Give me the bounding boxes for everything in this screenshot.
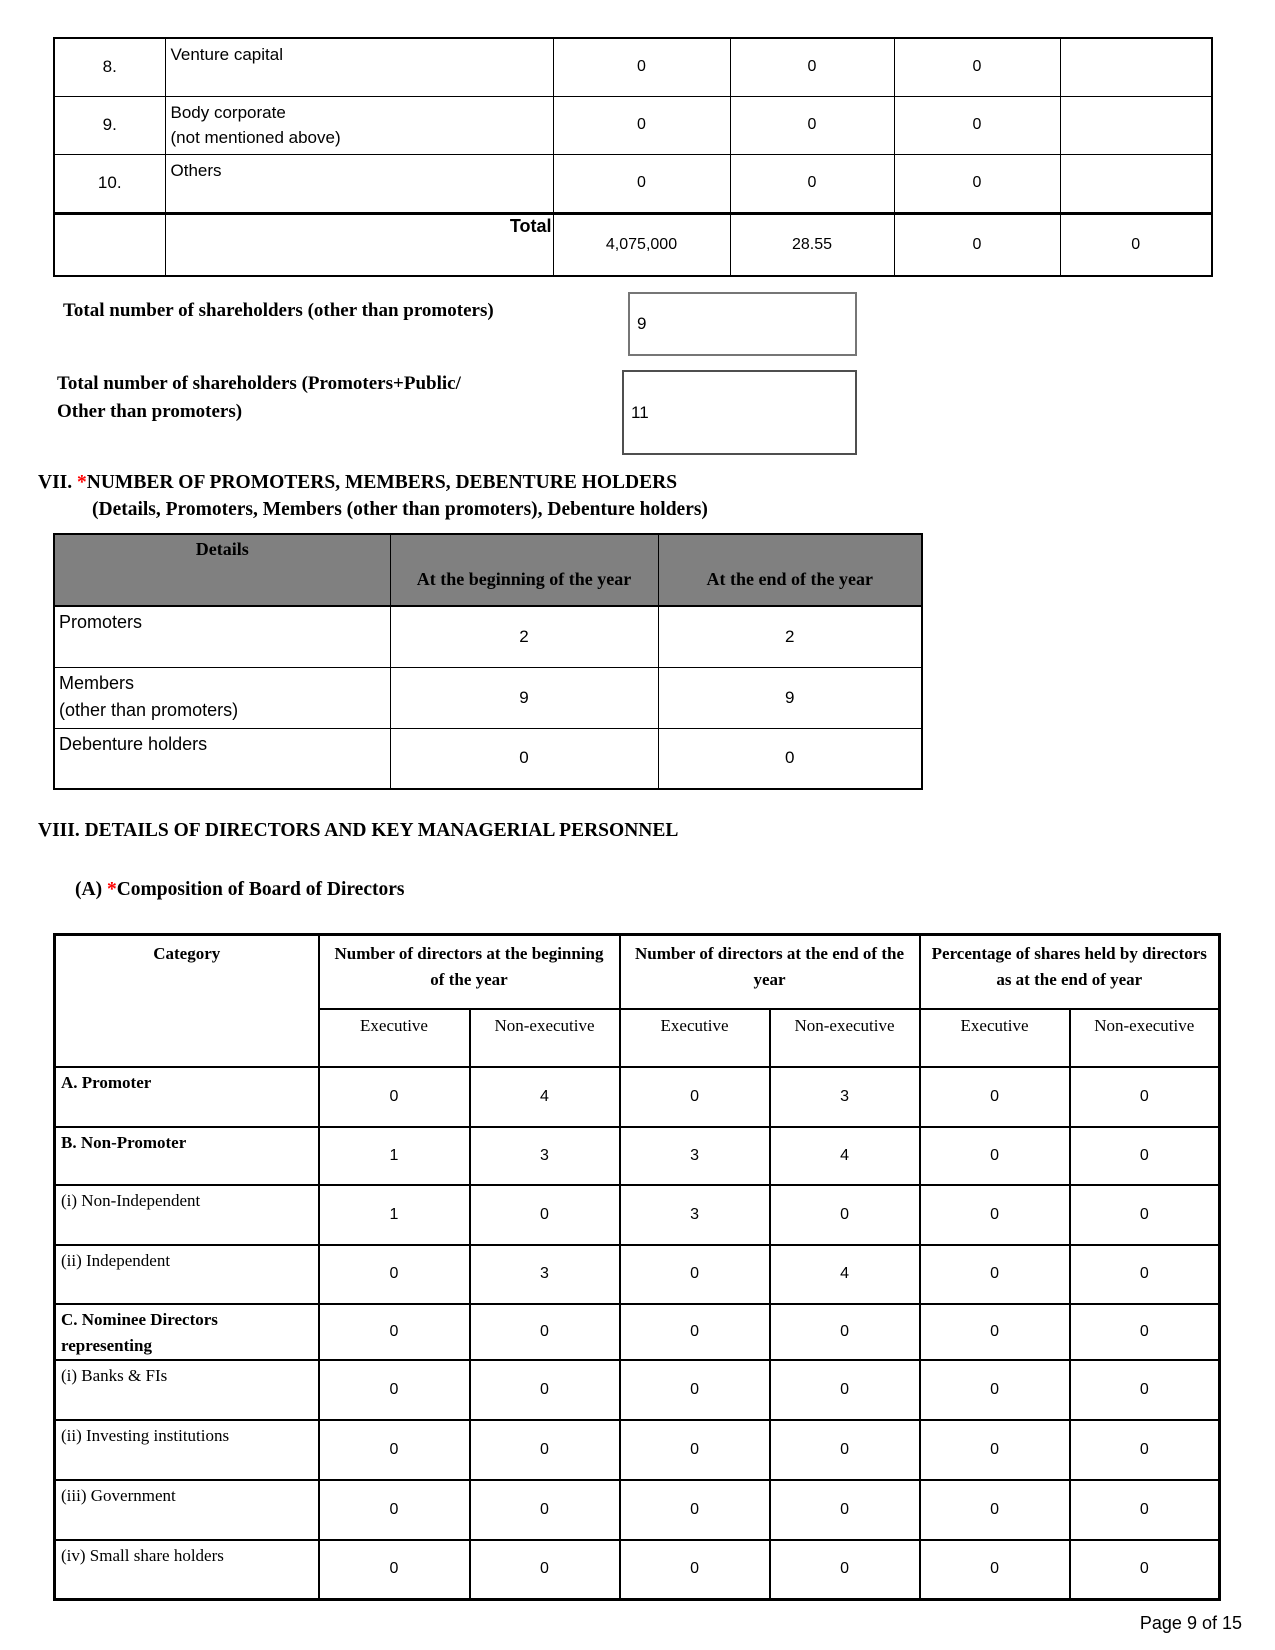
row-label-line1: C. Nominee Directors — [61, 1309, 218, 1329]
value-cell: 0 — [658, 728, 922, 789]
row-label-cell — [55, 1540, 319, 1600]
table-row — [55, 1185, 1220, 1245]
row-label-cell — [55, 1127, 319, 1185]
value-cell: 0 — [1070, 1360, 1220, 1420]
composition-title: Composition of Board of Directors — [116, 879, 405, 900]
empty-cell — [54, 213, 165, 276]
value-cell: 4 — [770, 1127, 920, 1185]
value-cell: 0 — [894, 96, 1060, 154]
value-cell: 0 — [319, 1067, 470, 1127]
value-cell: 0 — [920, 1067, 1070, 1127]
table-row — [55, 1067, 1220, 1127]
total-label: Total — [165, 213, 553, 276]
row-label-cell — [55, 1067, 319, 1127]
shareholding-table — [53, 37, 1213, 277]
executive-header: Executive — [620, 1009, 770, 1067]
value-cell: 0 — [770, 1185, 920, 1245]
value-cell: 0 — [553, 38, 730, 96]
value-cell: 3 — [770, 1067, 920, 1127]
value-cell: 0 — [390, 728, 658, 789]
value-cell: 0 — [319, 1304, 470, 1360]
value-cell: 0 — [1070, 1245, 1220, 1304]
value-cell: 3 — [620, 1185, 770, 1245]
value-cell: 0 — [1070, 1540, 1220, 1600]
value-cell: 0 — [1070, 1420, 1220, 1480]
table-row — [55, 1420, 1220, 1480]
row-label-line1: (iv) Small share holders — [61, 1545, 224, 1565]
row-label-cell — [55, 1480, 319, 1540]
value-cell — [1060, 96, 1212, 154]
table-row — [54, 38, 1212, 96]
value-cell: 0 — [894, 154, 1060, 213]
value-cell: 0 — [920, 1360, 1070, 1420]
executive-header: Executive — [319, 1009, 470, 1067]
value-cell: 0 — [319, 1420, 470, 1480]
value-cell: 0 — [770, 1304, 920, 1360]
value-cell: 0 — [553, 154, 730, 213]
value-cell: 0 — [730, 38, 894, 96]
value-cell: 4 — [470, 1067, 620, 1127]
header-row — [54, 534, 922, 606]
table-row — [55, 1360, 1220, 1420]
serial-no-cell: 9. — [54, 96, 165, 154]
shareholders-total-label — [57, 370, 461, 426]
section-vii-heading — [38, 472, 677, 494]
value-cell: 0 — [894, 38, 1060, 96]
page-number: Page 9 of 15 — [1139, 1613, 1242, 1633]
row-label-line1: (ii) Investing institutions — [61, 1425, 230, 1445]
value-cell: 4 — [770, 1245, 920, 1304]
category-header: Category — [55, 935, 319, 1067]
shareholders-other-label: Total number of shareholders (other than promoters) — [63, 300, 494, 321]
category-line1: Others — [170, 160, 222, 180]
non-executive-header: Non-executive — [470, 1009, 620, 1067]
value-cell: 3 — [470, 1127, 620, 1185]
promoters-members-table — [53, 533, 923, 790]
category-cell — [165, 38, 553, 96]
value-cell: 0 — [1070, 1127, 1220, 1185]
section-vii-number: VII. — [38, 472, 78, 493]
shareholders-total-field[interactable] — [622, 370, 857, 455]
row-label-cell — [54, 728, 390, 789]
value-cell: 0 — [470, 1420, 620, 1480]
row-label-line2: representing — [61, 1335, 152, 1355]
value-cell — [1060, 154, 1212, 213]
serial-no-cell: 8. — [54, 38, 165, 96]
value-cell: 2 — [658, 606, 922, 667]
board-composition-table — [53, 933, 1221, 1601]
value-cell: 0 — [1070, 1480, 1220, 1540]
row-label-line1: A. Promoter — [61, 1072, 152, 1092]
table-row — [55, 1480, 1220, 1540]
value-cell: 0 — [470, 1304, 620, 1360]
category-cell — [165, 154, 553, 213]
row-label-cell — [55, 1304, 319, 1360]
category-line1: Body corporate — [170, 102, 286, 122]
value-cell: 0 — [920, 1480, 1070, 1540]
executive-header: Executive — [920, 1009, 1070, 1067]
value-cell: 0 — [620, 1304, 770, 1360]
value-cell: 0 — [620, 1420, 770, 1480]
value-cell: 1 — [319, 1127, 470, 1185]
composition-heading — [75, 879, 404, 901]
value-cell: 0 — [470, 1480, 620, 1540]
value-cell: 9 — [658, 667, 922, 728]
category-line1: Venture capital — [170, 45, 283, 64]
value-cell: 0 — [920, 1245, 1070, 1304]
end-year-header: At the end of the year — [658, 534, 922, 606]
shareholders-total-label-line1: Total number of shareholders (Promoters+Public/ — [57, 373, 461, 394]
value-cell: 0 — [730, 96, 894, 154]
row-label-line1: (i) Non-Independent — [61, 1190, 201, 1210]
non-executive-header: Non-executive — [770, 1009, 920, 1067]
required-star: * — [77, 472, 87, 493]
serial-no-cell: 10. — [54, 154, 165, 213]
value-cell: 1 — [319, 1185, 470, 1245]
shareholders-total-value: 11 — [631, 402, 649, 422]
row-label-line2: (other than promoters) — [59, 699, 239, 720]
composition-prefix: (A) — [75, 879, 107, 900]
shareholders-other-field[interactable] — [628, 292, 857, 356]
value-cell: 0 — [1070, 1185, 1220, 1245]
row-label-cell — [54, 606, 390, 667]
shareholders-total-label-line2: Other than promoters) — [57, 401, 243, 422]
value-cell — [1060, 38, 1212, 96]
value-cell: 0 — [319, 1480, 470, 1540]
table-row — [54, 154, 1212, 213]
value-cell: 0 — [470, 1540, 620, 1600]
row-label-cell — [55, 1360, 319, 1420]
section-viii-heading: VIII. DETAILS OF DIRECTORS AND KEY MANAGERIAL PERSONNEL — [38, 820, 679, 841]
value-cell: 0 — [470, 1185, 620, 1245]
value-cell: 0 — [920, 1540, 1070, 1600]
value-cell: 0 — [553, 96, 730, 154]
value-cell: 0 — [770, 1540, 920, 1600]
row-label-line1: (ii) Independent — [61, 1250, 171, 1270]
table-row — [55, 1304, 1220, 1360]
table-row — [54, 728, 922, 789]
value-cell: 0 — [770, 1360, 920, 1420]
total-value-cell: 0 — [894, 213, 1060, 276]
value-cell: 0 — [920, 1127, 1070, 1185]
row-label-cell — [55, 1185, 319, 1245]
value-cell: 0 — [620, 1540, 770, 1600]
value-cell: 0 — [319, 1540, 470, 1600]
value-cell: 0 — [770, 1480, 920, 1540]
value-cell: 9 — [390, 667, 658, 728]
total-value-cell: 4,075,000 — [553, 213, 730, 276]
beginning-year-header: At the beginning of the year — [390, 534, 658, 606]
non-executive-header: Non-executive — [1070, 1009, 1220, 1067]
row-label-line1: (i) Banks & FIs — [61, 1365, 168, 1385]
value-cell: 0 — [920, 1420, 1070, 1480]
value-cell: 2 — [390, 606, 658, 667]
category-line2: (not mentioned above) — [170, 127, 341, 147]
section-vii-title: NUMBER OF PROMOTERS, MEMBERS, DEBENTURE HOLDERS — [86, 472, 678, 493]
percentage-shares-header: Percentage of shares held by directors as at the end of year — [920, 935, 1220, 1009]
row-label-line1: Members — [59, 672, 135, 693]
row-label-line1: (iii) Government — [61, 1485, 176, 1505]
value-cell: 0 — [920, 1185, 1070, 1245]
value-cell: 0 — [620, 1067, 770, 1127]
table-row — [55, 1127, 1220, 1185]
table-row — [54, 606, 922, 667]
category-cell — [165, 96, 553, 154]
row-label-cell — [55, 1245, 319, 1304]
value-cell: 0 — [470, 1360, 620, 1420]
value-cell: 0 — [620, 1360, 770, 1420]
value-cell: 0 — [1070, 1067, 1220, 1127]
header-row — [55, 935, 1220, 1009]
value-cell: 3 — [470, 1245, 620, 1304]
row-label-line1: Promoters — [59, 612, 143, 632]
value-cell: 0 — [1070, 1304, 1220, 1360]
total-row — [54, 213, 1212, 276]
value-cell: 0 — [319, 1245, 470, 1304]
shareholders-other-value: 9 — [637, 314, 647, 333]
details-header: Details — [54, 534, 390, 606]
value-cell: 0 — [920, 1304, 1070, 1360]
row-label-line1: B. Non-Promoter — [61, 1132, 187, 1152]
value-cell: 0 — [770, 1420, 920, 1480]
value-cell: 3 — [620, 1127, 770, 1185]
value-cell: 0 — [730, 154, 894, 213]
row-label-line1: Debenture holders — [59, 733, 208, 754]
table-row — [55, 1540, 1220, 1600]
required-star: * — [106, 879, 117, 900]
value-cell: 0 — [620, 1245, 770, 1304]
directors-end-header: Number of directors at the end of the year — [620, 935, 920, 1009]
value-cell: 0 — [620, 1480, 770, 1540]
table-row — [55, 1245, 1220, 1304]
row-label-cell — [54, 667, 390, 728]
section-vii-subtitle: (Details, Promoters, Members (other than promoters), Debenture holders) — [92, 499, 708, 520]
total-value-cell: 28.55 — [730, 213, 894, 276]
row-label-cell — [55, 1420, 319, 1480]
table-row — [54, 96, 1212, 154]
table-row — [54, 667, 922, 728]
value-cell: 0 — [319, 1360, 470, 1420]
directors-beginning-header: Number of directors at the beginning of the year — [319, 935, 620, 1009]
total-value-cell: 0 — [1060, 213, 1212, 276]
